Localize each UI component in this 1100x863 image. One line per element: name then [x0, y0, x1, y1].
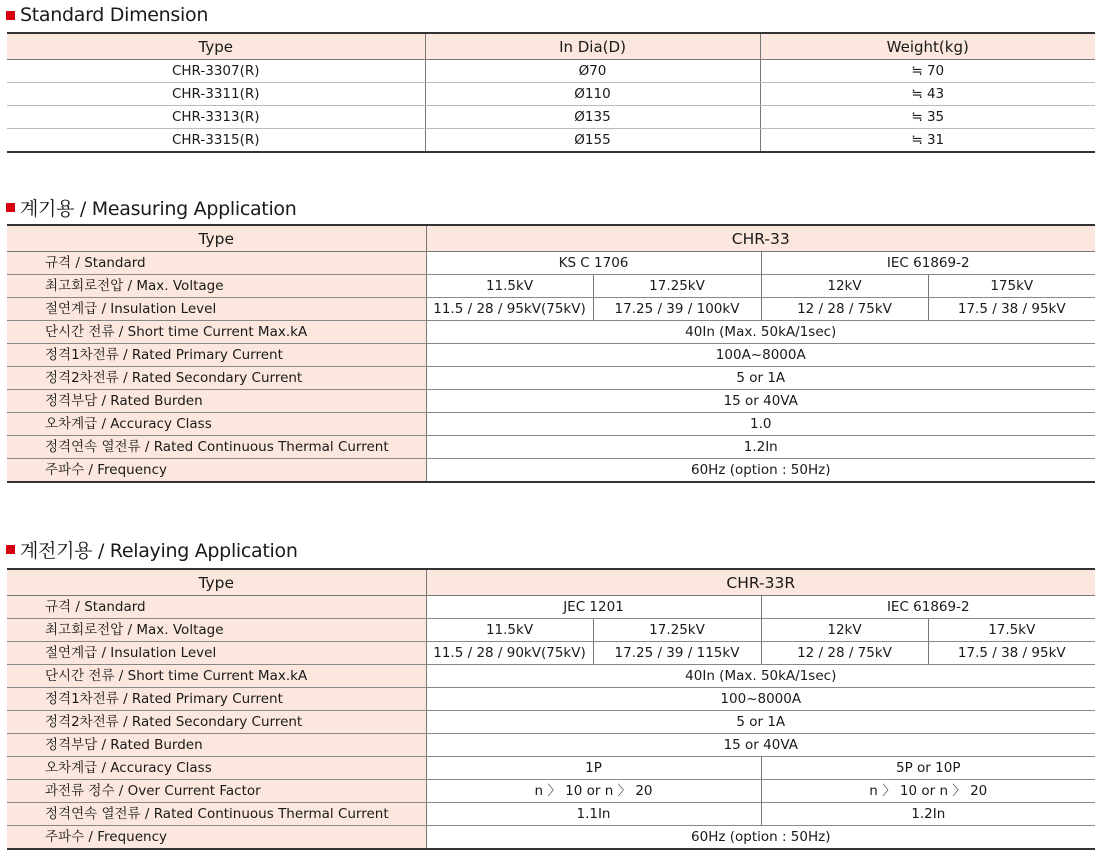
value-cell: n 〉 10 or n 〉 20 — [426, 780, 761, 803]
table-row — [7, 106, 1095, 129]
section-marker-icon — [6, 203, 15, 212]
value-cell: 17.5 / 38 / 95kV — [928, 642, 1095, 665]
value-cell: 5P or 10P — [761, 757, 1095, 780]
row-label: 단시간 전류 / Short time Current Max.kA — [7, 665, 426, 688]
header-in-dia: In Dia(D) — [425, 33, 760, 60]
value-cell: 17.25kV — [593, 275, 761, 298]
dia-cell: Ø70 — [425, 60, 760, 83]
weight-cell: ≒ 35 — [760, 106, 1095, 129]
row-label: 최고회로전압 / Max. Voltage — [7, 619, 426, 642]
value-cell: 17.5kV — [928, 619, 1095, 642]
value-cell: 12kV — [761, 619, 928, 642]
table-header-row — [7, 225, 1095, 252]
table-row-frequency — [7, 826, 1095, 850]
table-row-overcurrent — [7, 780, 1095, 803]
value-cell: JEC 1201 — [426, 596, 761, 619]
table-header-row — [7, 33, 1095, 60]
value-cell: 12kV — [761, 275, 928, 298]
table-row-insulation — [7, 298, 1095, 321]
table-row-frequency — [7, 459, 1095, 483]
row-label: 주파수 / Frequency — [7, 826, 426, 850]
header-weight: Weight(kg) — [760, 33, 1095, 60]
weight-cell: ≒ 31 — [760, 129, 1095, 153]
value-cell: IEC 61869-2 — [761, 252, 1095, 275]
section-title-measuring — [6, 195, 297, 219]
value-cell: 17.25 / 39 / 100kV — [593, 298, 761, 321]
table-row-insulation — [7, 642, 1095, 665]
table-row-standard — [7, 596, 1095, 619]
type-cell: CHR-3307(R) — [7, 60, 425, 83]
table-row — [7, 60, 1095, 83]
table-row — [7, 129, 1095, 153]
section-title-text: 계기용 / Measuring Application — [20, 197, 297, 220]
value-cell: 100A~8000A — [426, 344, 1095, 367]
table-row-primary — [7, 688, 1095, 711]
table-row-voltage — [7, 619, 1095, 642]
table-row — [7, 83, 1095, 106]
value-cell: 11.5kV — [426, 619, 593, 642]
value-cell: 1.1In — [426, 803, 761, 826]
row-label: 정격부담 / Rated Burden — [7, 390, 426, 413]
section-title-relaying — [6, 537, 298, 561]
value-cell: 1.2In — [761, 803, 1095, 826]
value-cell: KS C 1706 — [426, 252, 761, 275]
value-cell: 11.5 / 28 / 95kV(75kV) — [426, 298, 593, 321]
section-title-text: 계전기용 / Relaying Application — [20, 539, 298, 562]
header-model: CHR-33R — [426, 569, 1095, 596]
table-row-burden — [7, 734, 1095, 757]
row-label: 단시간 전류 / Short time Current Max.kA — [7, 321, 426, 344]
standard-dimension-table — [7, 32, 1095, 153]
value-cell: 17.25kV — [593, 619, 761, 642]
table-row-short-time — [7, 321, 1095, 344]
value-cell: 12 / 28 / 75kV — [761, 298, 928, 321]
value-cell: 40In (Max. 50kA/1sec) — [426, 665, 1095, 688]
row-label: 정격1차전류 / Rated Primary Current — [7, 688, 426, 711]
measuring-application-table — [7, 224, 1095, 483]
value-cell: 11.5kV — [426, 275, 593, 298]
type-cell: CHR-3313(R) — [7, 106, 425, 129]
value-cell: 11.5 / 28 / 90kV(75kV) — [426, 642, 593, 665]
table-row-accuracy — [7, 413, 1095, 436]
row-label: 과전류 정수 / Over Current Factor — [7, 780, 426, 803]
dia-cell: Ø135 — [425, 106, 760, 129]
row-label: 정격2차전류 / Rated Secondary Current — [7, 711, 426, 734]
row-label: 정격연속 열전류 / Rated Continuous Thermal Current — [7, 803, 426, 826]
value-cell: n 〉 10 or n 〉 20 — [761, 780, 1095, 803]
value-cell: 15 or 40VA — [426, 734, 1095, 757]
value-cell: 1.2In — [426, 436, 1095, 459]
value-cell: 175kV — [928, 275, 1095, 298]
table-header-row — [7, 569, 1095, 596]
header-type: Type — [7, 225, 426, 252]
row-label: 정격연속 열전류 / Rated Continuous Thermal Current — [7, 436, 426, 459]
row-label: 최고회로전압 / Max. Voltage — [7, 275, 426, 298]
value-cell: 1.0 — [426, 413, 1095, 436]
header-type: Type — [7, 569, 426, 596]
value-cell: 60Hz (option : 50Hz) — [426, 459, 1095, 483]
table-row-standard — [7, 252, 1095, 275]
dia-cell: Ø110 — [425, 83, 760, 106]
value-cell: 12 / 28 / 75kV — [761, 642, 928, 665]
dia-cell: Ø155 — [425, 129, 760, 153]
header-type: Type — [7, 33, 425, 60]
table-row-short-time — [7, 665, 1095, 688]
section-title-text: Standard Dimension — [20, 4, 209, 26]
header-model: CHR-33 — [426, 225, 1095, 252]
value-cell: 5 or 1A — [426, 367, 1095, 390]
value-cell: 100~8000A — [426, 688, 1095, 711]
row-label: 오차계급 / Accuracy Class — [7, 413, 426, 436]
table-row-burden — [7, 390, 1095, 413]
row-label: 정격부담 / Rated Burden — [7, 734, 426, 757]
row-label: 정격1차전류 / Rated Primary Current — [7, 344, 426, 367]
table-row-voltage — [7, 275, 1095, 298]
row-label: 규격 / Standard — [7, 596, 426, 619]
table-row-thermal — [7, 803, 1095, 826]
value-cell: 17.25 / 39 / 115kV — [593, 642, 761, 665]
table-row-secondary — [7, 367, 1095, 390]
row-label: 절연계급 / Insulation Level — [7, 298, 426, 321]
row-label: 주파수 / Frequency — [7, 459, 426, 483]
relaying-application-table — [7, 568, 1095, 850]
row-label: 오차계급 / Accuracy Class — [7, 757, 426, 780]
value-cell: 15 or 40VA — [426, 390, 1095, 413]
value-cell: IEC 61869-2 — [761, 596, 1095, 619]
section-marker-icon — [6, 11, 15, 20]
value-cell: 1P — [426, 757, 761, 780]
type-cell: CHR-3315(R) — [7, 129, 425, 153]
section-marker-icon — [6, 545, 15, 554]
value-cell: 60Hz (option : 50Hz) — [426, 826, 1095, 850]
value-cell: 40In (Max. 50kA/1sec) — [426, 321, 1095, 344]
table-row-secondary — [7, 711, 1095, 734]
value-cell: 17.5 / 38 / 95kV — [928, 298, 1095, 321]
row-label: 정격2차전류 / Rated Secondary Current — [7, 367, 426, 390]
table-row-accuracy — [7, 757, 1095, 780]
table-row-primary — [7, 344, 1095, 367]
row-label: 절연계급 / Insulation Level — [7, 642, 426, 665]
section-title-standard-dimension — [6, 3, 208, 27]
table-row-thermal — [7, 436, 1095, 459]
type-cell: CHR-3311(R) — [7, 83, 425, 106]
weight-cell: ≒ 70 — [760, 60, 1095, 83]
row-label: 규격 / Standard — [7, 252, 426, 275]
value-cell: 5 or 1A — [426, 711, 1095, 734]
weight-cell: ≒ 43 — [760, 83, 1095, 106]
